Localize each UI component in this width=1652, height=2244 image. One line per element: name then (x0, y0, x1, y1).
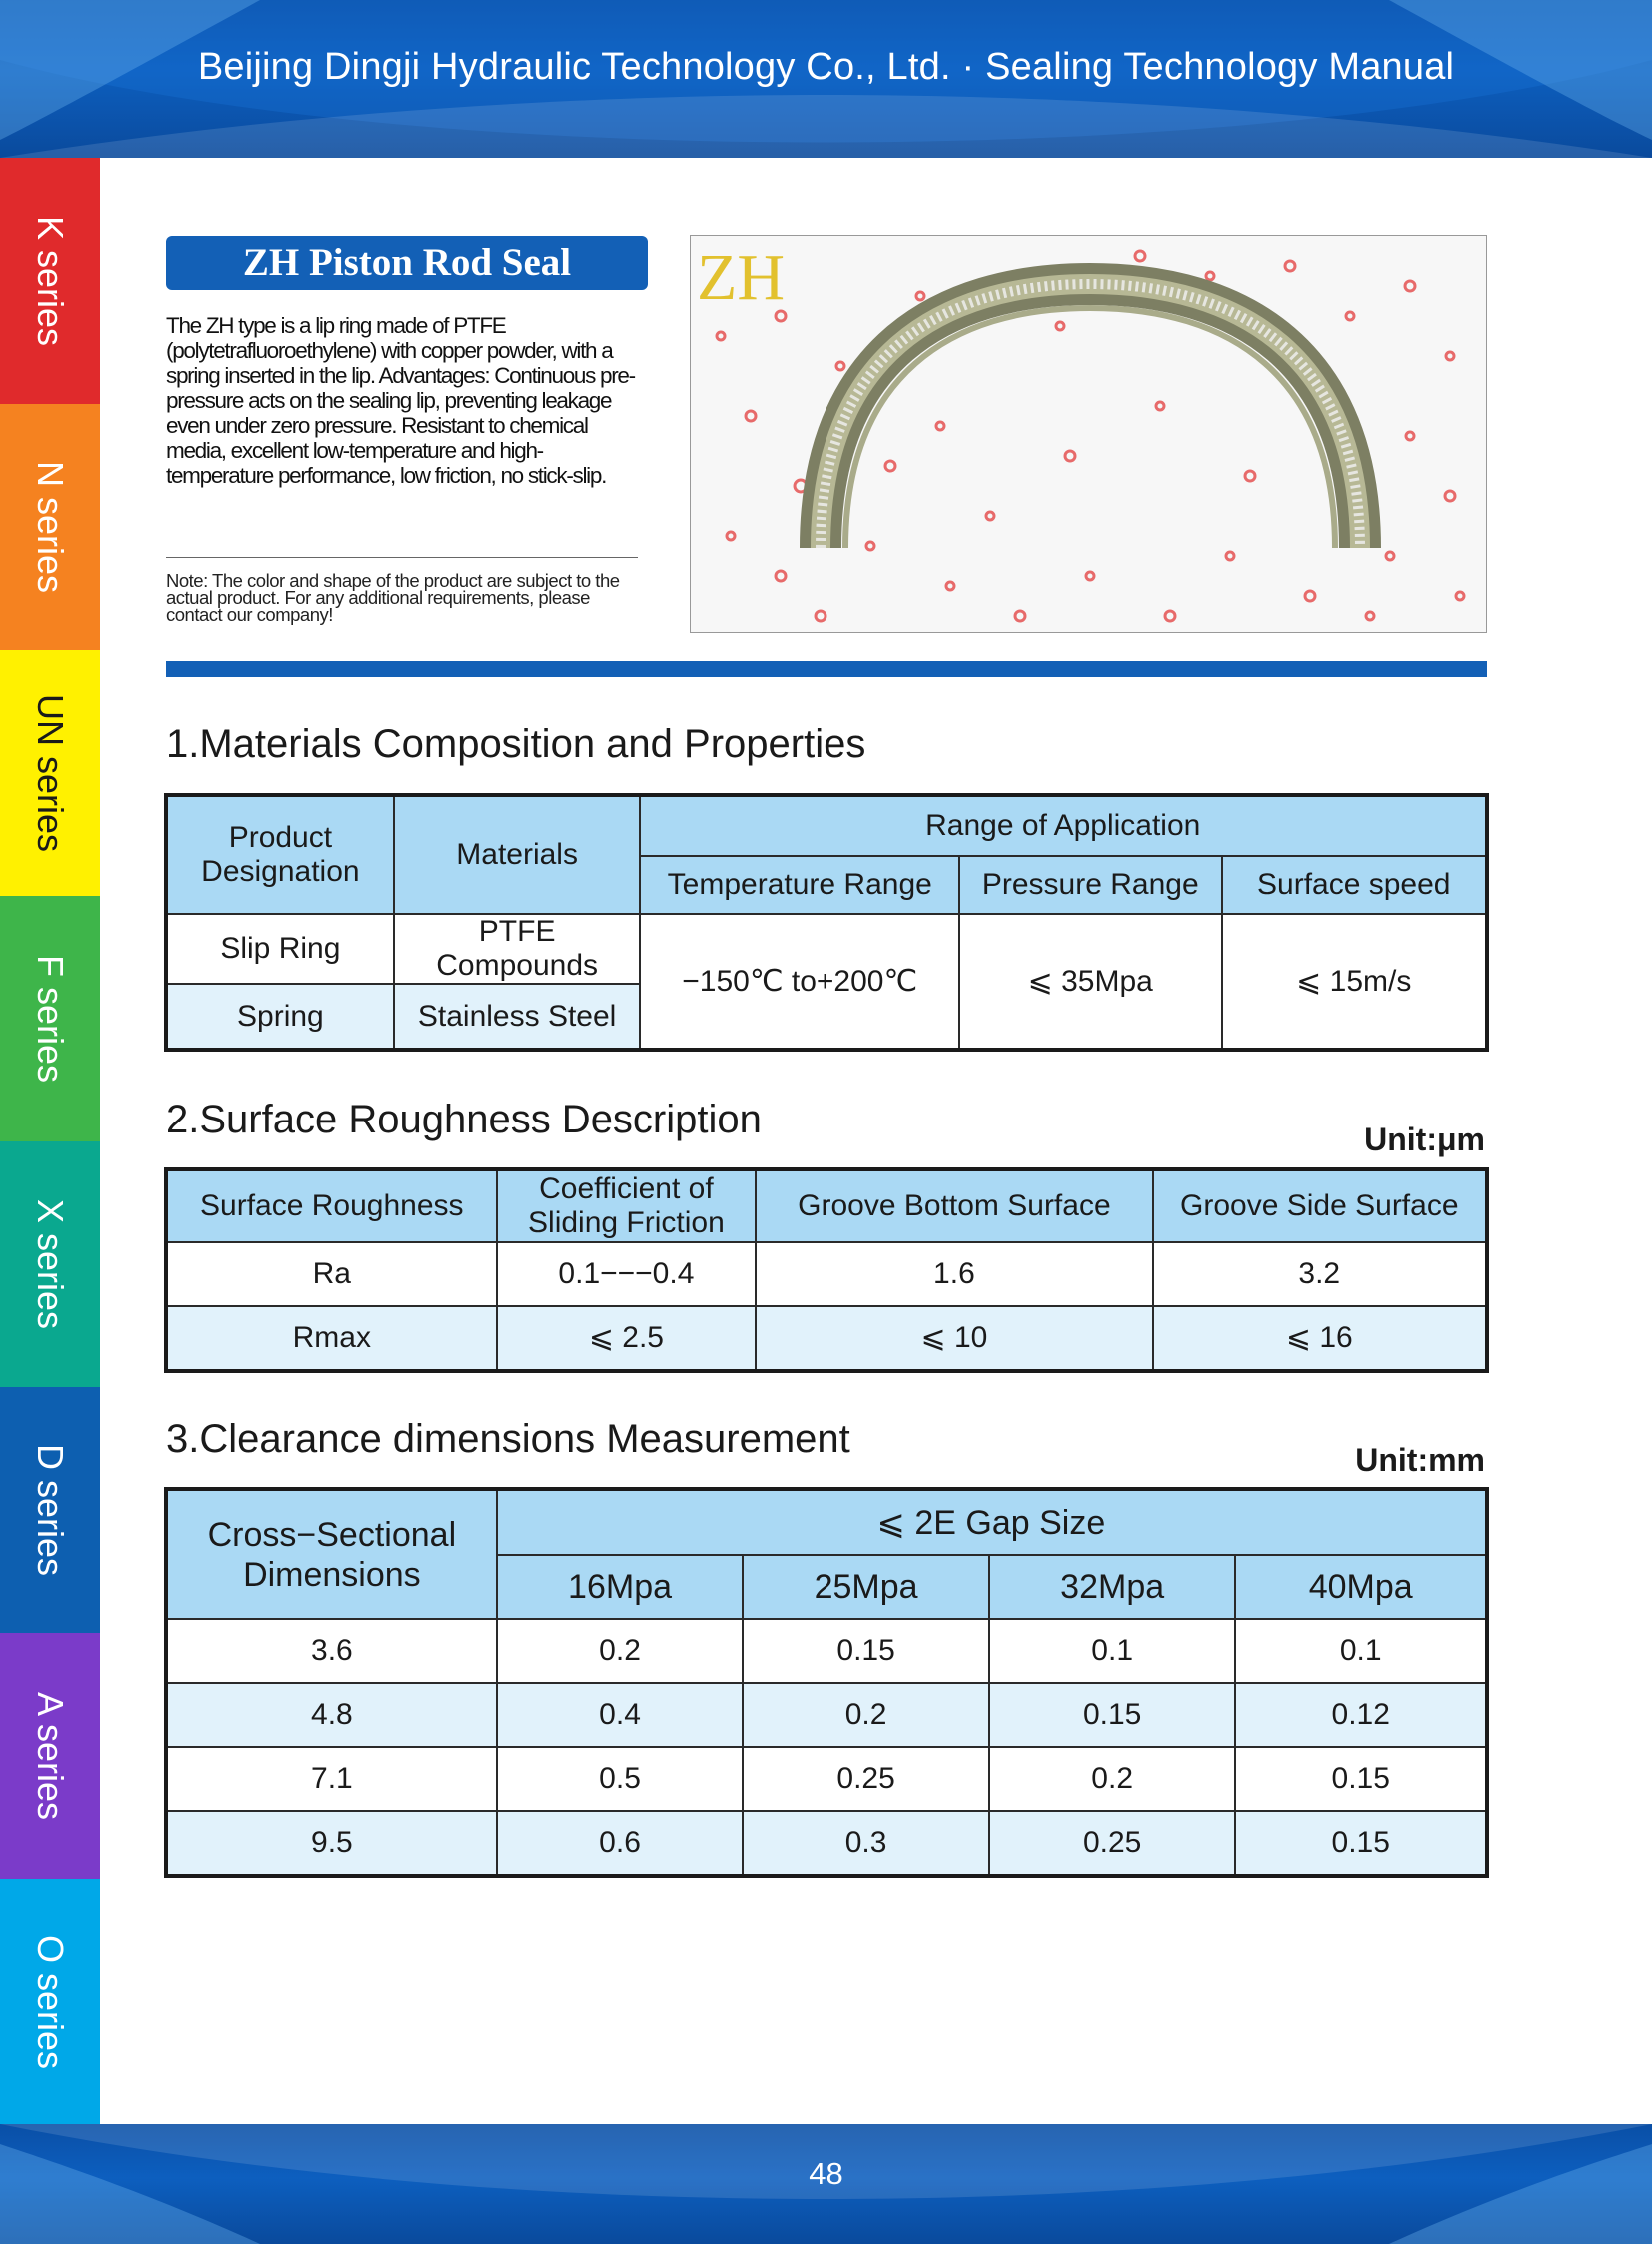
page-number: 48 (809, 2156, 843, 2191)
table-cell: 0.2 (743, 1683, 989, 1747)
table-cell: 0.12 (1235, 1683, 1486, 1747)
table-cell: Ra (167, 1242, 497, 1306)
cell-material: PTFE Compounds (394, 914, 641, 984)
table-cell: 0.2 (497, 1619, 744, 1683)
table-cell: 4.8 (167, 1683, 497, 1747)
image-label: ZH (697, 241, 785, 314)
tab-label: UN series (30, 693, 71, 853)
tab-n-series[interactable] (0, 404, 100, 650)
table-cell: 0.1 (989, 1619, 1236, 1683)
table-cell: Rmax (167, 1306, 497, 1370)
tab-label: D series (30, 1443, 71, 1577)
section2-unit: Unit:μm (1364, 1122, 1485, 1157)
header-range-of-application: Range of Application (640, 796, 1486, 856)
seal-ring-illustration (691, 236, 1487, 633)
tab-o-series[interactable] (0, 1879, 100, 2125)
cell-speed: ⩽ 15m/s (1222, 914, 1487, 1049)
header-pressure-range: Pressure Range (959, 856, 1222, 914)
tab-label: X series (30, 1198, 71, 1330)
product-title: ZH Piston Rod Seal (166, 236, 648, 290)
tab-label: F series (30, 954, 71, 1084)
roughness-table (166, 1169, 1487, 1371)
table-cell: ⩽ 10 (756, 1306, 1152, 1370)
header-temperature-range: Temperature Range (640, 856, 959, 914)
section2-heading: 2.Surface Roughness Description (166, 1098, 762, 1141)
cell-pressure: ⩽ 35Mpa (959, 914, 1222, 1049)
header-pressure-25: 25Mpa (743, 1555, 989, 1619)
cell-designation: Slip Ring (167, 914, 394, 984)
cell-designation: Spring (167, 984, 394, 1049)
header-pressure-32: 32Mpa (989, 1555, 1236, 1619)
tab-a-series[interactable] (0, 1633, 100, 1879)
product-image (690, 235, 1487, 633)
tab-label: N series (30, 460, 71, 594)
table-cell: 0.2 (989, 1747, 1236, 1811)
header-surface-speed: Surface speed (1222, 856, 1487, 914)
tab-x-series[interactable] (0, 1141, 100, 1387)
section3-unit: Unit:mm (1355, 1442, 1485, 1478)
divider (166, 557, 638, 558)
tab-f-series[interactable] (0, 896, 100, 1141)
tab-label: A series (30, 1691, 71, 1821)
header-cross-sectional: Cross−Sectional Dimensions (167, 1490, 497, 1619)
tab-d-series[interactable] (0, 1387, 100, 1633)
header-groove-side: Groove Side Surface (1153, 1170, 1486, 1242)
table-cell: 0.15 (989, 1683, 1236, 1747)
table-cell: ⩽ 16 (1153, 1306, 1486, 1370)
cell-material: Stainless Steel (394, 984, 641, 1049)
product-note: Note: The color and shape of the product are subject to the actual product. For any additional requirements, please contact our company! (166, 570, 620, 625)
table-cell: 3.2 (1153, 1242, 1486, 1306)
header-product-designation: Product Designation (167, 796, 394, 914)
tab-label: K series (30, 215, 71, 347)
header-materials: Materials (394, 796, 641, 914)
tab-un-series[interactable] (0, 650, 100, 896)
table-cell: 9.5 (167, 1811, 497, 1875)
table-cell: 0.25 (989, 1811, 1236, 1875)
table-cell: 0.4 (497, 1683, 744, 1747)
table-cell: ⩽ 2.5 (497, 1306, 757, 1370)
tab-k-series[interactable] (0, 158, 100, 404)
header-title: Beijing Dingji Hydraulic Technology Co., Ltd. · Sealing Technology Manual (197, 46, 1455, 88)
section-divider-bar (166, 661, 1487, 677)
table-cell: 0.1−−−0.4 (497, 1242, 757, 1306)
header-pressure-16: 16Mpa (497, 1555, 744, 1619)
table-cell: 0.25 (743, 1747, 989, 1811)
materials-table (166, 795, 1487, 1050)
table-cell: 3.6 (167, 1619, 497, 1683)
table-cell: 1.6 (756, 1242, 1152, 1306)
header-pressure-40: 40Mpa (1235, 1555, 1486, 1619)
tab-label: O series (30, 1934, 71, 2070)
clearance-table (166, 1489, 1487, 1876)
section1-heading: 1.Materials Composition and Properties (166, 722, 866, 766)
header-groove-bottom: Groove Bottom Surface (756, 1170, 1152, 1242)
table-cell: 0.15 (1235, 1811, 1486, 1875)
header-surface-roughness: Surface Roughness (167, 1170, 497, 1242)
table-cell: 0.15 (1235, 1747, 1486, 1811)
section3-heading: 3.Clearance dimensions Measurement (166, 1417, 850, 1461)
table-cell: 7.1 (167, 1747, 497, 1811)
series-tabs (0, 158, 100, 2125)
table-cell: 0.1 (1235, 1619, 1486, 1683)
table-cell: 0.6 (497, 1811, 744, 1875)
product-description: The ZH type is a lip ring made of PTFE (polytetrafluoroethylene) with copper powder, with a spring inserted in the lip. Advantages: Continuous pre-pressure acts on the sealing lip, preventing leakage even under zero pressure. Resistant to chemical media, excellent low-temperature and high-temperature performance, low friction, no stick-slip. (166, 313, 635, 488)
header-coefficient-friction: Coefficient of Sliding Friction (497, 1170, 757, 1242)
table-cell: 0.15 (743, 1619, 989, 1683)
table-cell: 0.5 (497, 1747, 744, 1811)
cell-temperature: −150℃ to+200℃ (640, 914, 959, 1049)
header-gap-size: ⩽ 2E Gap Size (497, 1490, 1486, 1555)
table-cell: 0.3 (743, 1811, 989, 1875)
